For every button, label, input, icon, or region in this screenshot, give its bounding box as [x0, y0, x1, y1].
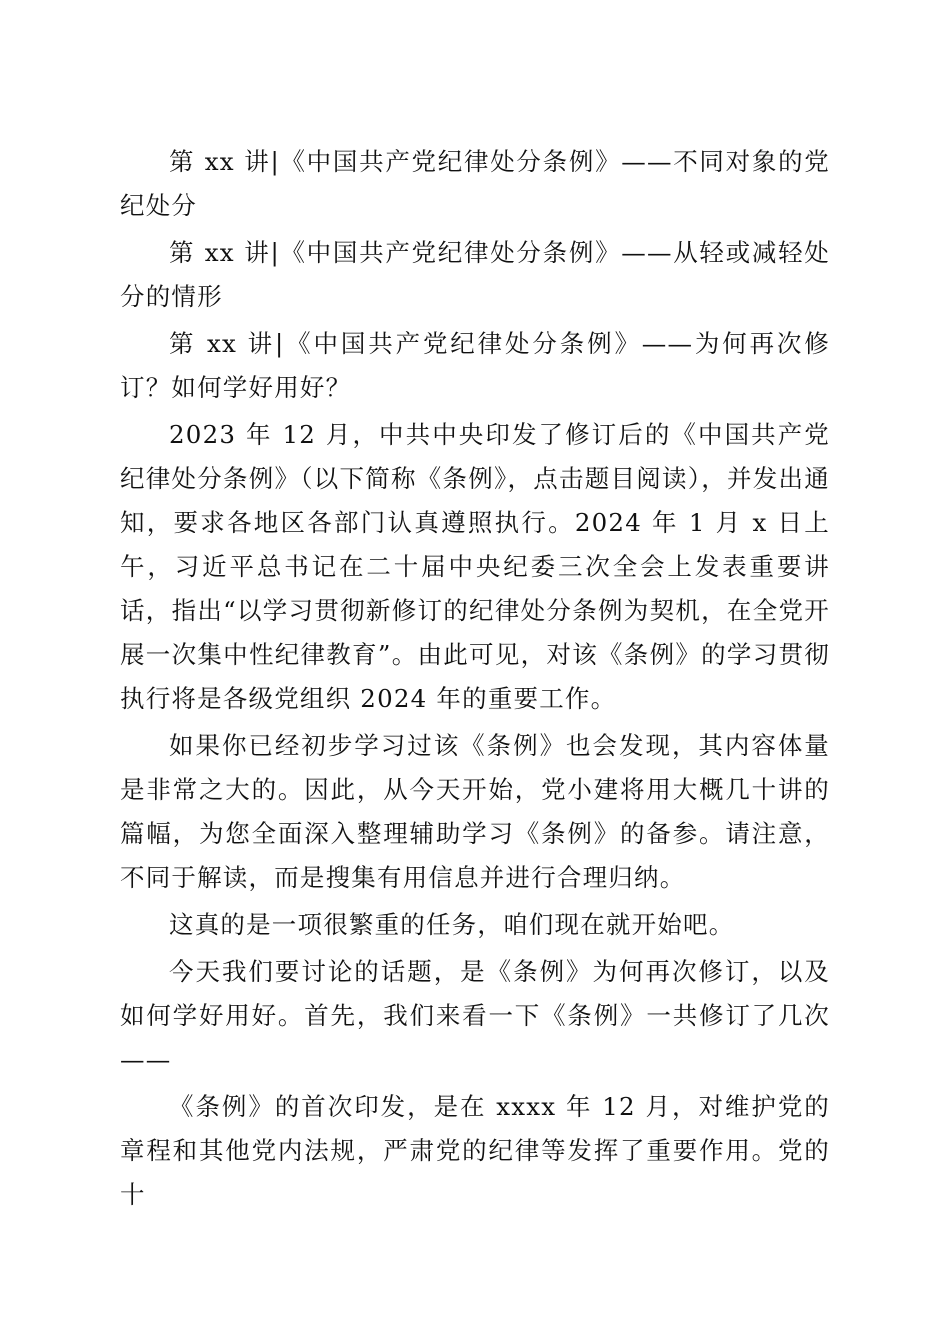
- body-paragraph-start: 这真的是一项很繁重的任务，咱们现在就开始吧。: [169, 910, 735, 939]
- lecture-title-2: 第 xx 讲|《中国共产党纪律处分条例》——从轻或减轻处分的情形: [120, 238, 830, 311]
- document-body: [120, 140, 830, 1220]
- body-paragraph-scope: 如果你已经初步学习过该《条例》也会发现，其内容体量是非常之大的。因此，从今天开始，党小建将用大概几十讲的篇幅，为您全面深入整理辅助学习《条例》的备参。请注意，不同于解读，而是搜集有用信息并进行合理归纳。: [120, 731, 830, 892]
- body-paragraph-history: 《条例》的首次印发，是在 xxxx 年 12 月，对维护党的章程和其他党内法规，严肃党的纪律等发挥了重要作用。党的十: [120, 1092, 830, 1209]
- body-paragraph-intro: 2023 年 12 月，中共中央印发了修订后的《中国共产党纪律处分条例》（以下简称《条例》，点击题目阅读），并发出通知，要求各地区各部门认真遵照执行。2024 年 1 月 x 日上午，习近平总书记在二十届中央纪委三次全会上发表重要讲话，指出“以学习贯彻新修订的纪律处分条例为契机，在全党开展一次集中性纪律教育”。由此可见，对该《条例》的学习贯彻执行将是各级党组织 2024 年的重要工作。: [120, 420, 830, 713]
- lecture-title-3: 第 xx 讲|《中国共产党纪律处分条例》——为何再次修订？如何学好用好？: [120, 329, 830, 402]
- lecture-title-1: 第 xx 讲|《中国共产党纪律处分条例》——不同对象的党纪处分: [120, 147, 830, 220]
- body-paragraph-topic: 今天我们要讨论的话题，是《条例》为何再次修订，以及如何学好用好。首先，我们来看一下《条例》一共修订了几次——: [120, 957, 830, 1074]
